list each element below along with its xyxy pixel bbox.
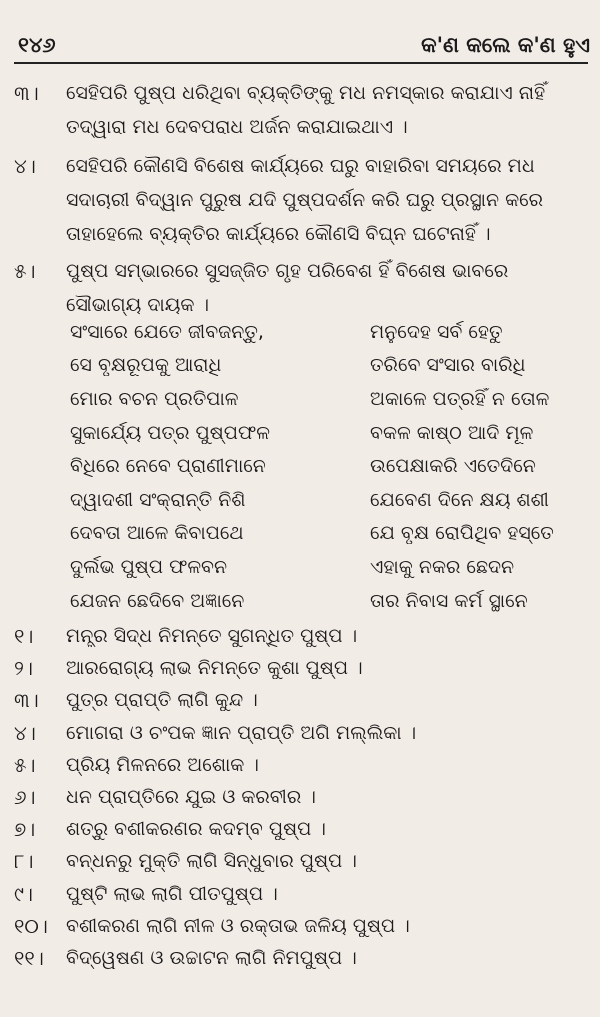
verse-right: ବକଳ କାଷ୍ଠ ଆଦି ମୂଳ: [370, 421, 534, 444]
verse-line: [70, 382, 590, 416]
verse-left: ସୁକାର୍ଯ୍ୟେ ପତ୍ର ପୁଷ୍ପଫଳ: [70, 421, 270, 444]
list-item: [0, 620, 600, 652]
header-rule: [14, 62, 588, 64]
verse-left: ସଂସାରେ ଯେତେ ଜୀବଜନ୍ତୁ,: [70, 320, 264, 343]
verse-left: ଦୁର୍ଲଭ ପୁଷ୍ପ ଫଳବନ: [70, 555, 228, 578]
list-text: ପ୍ରିୟ ମିଳନରେ ଅଶୋକ ।: [66, 753, 259, 776]
verse-line: [70, 416, 590, 450]
list-text: ଆରରୋଗ୍ୟ ଲାଭ ନିମନ୍ତେ କୁଶା ପୁଷ୍ପ ।: [66, 657, 363, 680]
list-number: ୩।: [14, 688, 39, 713]
list-item: [0, 749, 600, 781]
list-item: [0, 684, 600, 716]
verse-line: [70, 550, 590, 584]
page-number: ୧୪୬: [18, 33, 56, 57]
paragraph-number: ୫।: [14, 259, 36, 283]
list-number: ୧।: [14, 624, 34, 649]
list-item: [0, 910, 600, 942]
verse-right: ଏହାକୁ ନକର ଛେଦନ: [370, 555, 515, 578]
verse-block: [70, 315, 590, 617]
paragraph-text: ସେହିପରି କୌଣସି ବିଶେଷ କାର୍ଯ୍ୟରେ ଘରୁ ବାହାରିବା ସମୟରେ ମଧ ସଦାଚାରୀ ବିଦ୍ୱାନ ପୁରୁଷ ଯଦି ପୁଷ୍ପଦର୍ଶନ କରି ଘରୁ ପ୍ରସ୍ଥାନ କରେ ତାହାହେଲେ ବ୍ୟକ୍ତିର କାର୍ଯ୍ୟରେ କୌଣସି ବିଘ୍ନ ଘଟେନାହିଁ ।: [66, 155, 544, 245]
paragraph-number: ୩।: [14, 81, 39, 105]
verse-right: ତରିବେ ସଂସାର ବାରିଧି: [370, 354, 526, 377]
list-item: [0, 652, 600, 684]
paragraph-number: ୪।: [14, 154, 36, 178]
list-number: ୨।: [14, 656, 33, 681]
verse-left: ଯେଜନ ଛେଦିବେ ଅଜ୍ଞାନେ: [70, 589, 245, 612]
verse-right: ମନୁଦେହ ସର୍ବ ହେତୁ: [370, 320, 503, 343]
verse-right: ଉପେକ୍ଷାକରି ଏତେଦିନେ: [370, 455, 536, 478]
verse-right: ଯେବେଣ ଦିନେ କ୍ଷୟ ଶଶୀ: [370, 488, 549, 511]
list-number: ୧୧।: [14, 945, 44, 970]
page-header: [18, 30, 590, 58]
list-text: ପୁଷ୍ଟି ଲାଭ ଲାଗି ପୀତପୁଷ୍ପ ।: [66, 882, 278, 905]
list-number: ୧୦।: [14, 913, 48, 938]
running-title: କ'ଣ କଲେ କ'ଣ ହୁଏ: [421, 33, 590, 57]
paragraph-text: ପୁଷ୍ପ ସମ୍ଭାରରେ ସୁସଜ୍ଜିତ ଗୃହ ପରିବେଶ ହିଁ ବିଶେଷ ଭାବରେ ସୌଭାଗ୍ୟ ଦାୟକ ।: [66, 260, 509, 316]
paragraph-5: [0, 254, 600, 322]
list-item: [0, 845, 600, 877]
list-item: [0, 717, 600, 749]
verse-line: [70, 584, 590, 618]
paragraph-4: [0, 149, 600, 251]
list-text: ବନ୍ଧନରୁ ମୁକ୍ତି ଲାଗି ସିନ୍ଧୁବାର ପୁଷ୍ପ ।: [66, 850, 357, 873]
verse-left: ସେ ବୃକ୍ଷରୂପକୁ ଆରାଧି: [70, 354, 222, 377]
list-item: [0, 942, 600, 974]
list-number: ୬।: [14, 785, 36, 810]
verse-left: ବିଧିରେ ନେବେ ପ୍ରାଣୀମାନେ: [70, 455, 266, 478]
list-item: [0, 878, 600, 910]
paragraph-text: ସେହିପରି ପୁଷ୍ପ ଧରିଥିବା ବ୍ୟକ୍ତିଙ୍କୁ ମଧ ନମସ୍କାର କରାଯାଏ ନାହିଁ ତଦ୍ୱାରା ମଧ ଦେବପରାଧ ଅର୍ଜନ କରାଯାଇଥାଏ ।: [66, 82, 546, 138]
verse-line: [70, 483, 590, 517]
verse-line: [70, 517, 590, 551]
list-item: [0, 781, 600, 813]
list-number: ୪।: [14, 720, 36, 745]
verse-right: ତାର ନିବାସ କର୍ମ ସ୍ଥାନେ: [370, 589, 528, 612]
list-text: ମନ୍ତ୍ର ସିଦ୍ଧ ନିମନ୍ତେ ସୁଗନ୍ଧିତ ପୁଷ୍ପ ।: [66, 625, 358, 648]
verse-left: ଦ୍ୱାଦଶୀ ସଂକ୍ରାନ୍ତି ନିଶି: [70, 488, 246, 511]
list-text: ଧନ ପ୍ରାପ୍ତିରେ ଯୁଇ ଓ କରବୀର ।: [66, 786, 316, 809]
list-number: ୭।: [14, 817, 36, 842]
verse-left: ମୋର ବଚନ ପ୍ରତିପାଳ: [70, 387, 239, 410]
verse-line: [70, 315, 590, 349]
list-number: ୫।: [14, 752, 36, 777]
list-number: ୮।: [14, 849, 34, 874]
verse-line: [70, 349, 590, 383]
verse-right: ଅକାଳେ ପତ୍ରହିଁ ନ ତୋଳ: [370, 387, 550, 410]
list-item: [0, 813, 600, 845]
verse-left: ଦେବତା ଆଳେ କିବାପଥେ: [70, 522, 244, 545]
list-text: ବଶୀକରଣ ଲାଗି ନୀଳ ଓ ରକ୍ତାଭ ଜଳିୟ ପୁଷ୍ପ ।: [66, 914, 410, 937]
verse-right: ଯେ ବୃକ୍ଷ ରୋପିଥିବ ହସ୍ତେ: [370, 522, 554, 545]
list-text: ବିଦ୍ୱେଷଣ ଓ ଉଚ୍ଚାଟନ ଲାଗି ନିମପୁଷ୍ପ ।: [66, 946, 357, 969]
paragraph-3: [0, 76, 600, 144]
list-text: ମୋଗରା ଓ ଚଂପକ ଜ୍ଞାନ ପ୍ରାପ୍ତି ଅଗି ମଲ୍ଲିକା ।: [66, 721, 417, 744]
list-text: ଶତ୍ରୁ ବଶୀକରଣର କଦମ୍ବ ପୁଷ୍ପ ।: [66, 818, 326, 841]
verse-line: [70, 449, 590, 483]
list-number: ୯।: [14, 881, 33, 906]
flower-benefits-list: [0, 620, 600, 974]
list-text: ପୁତ୍ର ପ୍ରାପ୍ତି ଲାଗି କୁନ୍ଦ ।: [66, 689, 258, 712]
